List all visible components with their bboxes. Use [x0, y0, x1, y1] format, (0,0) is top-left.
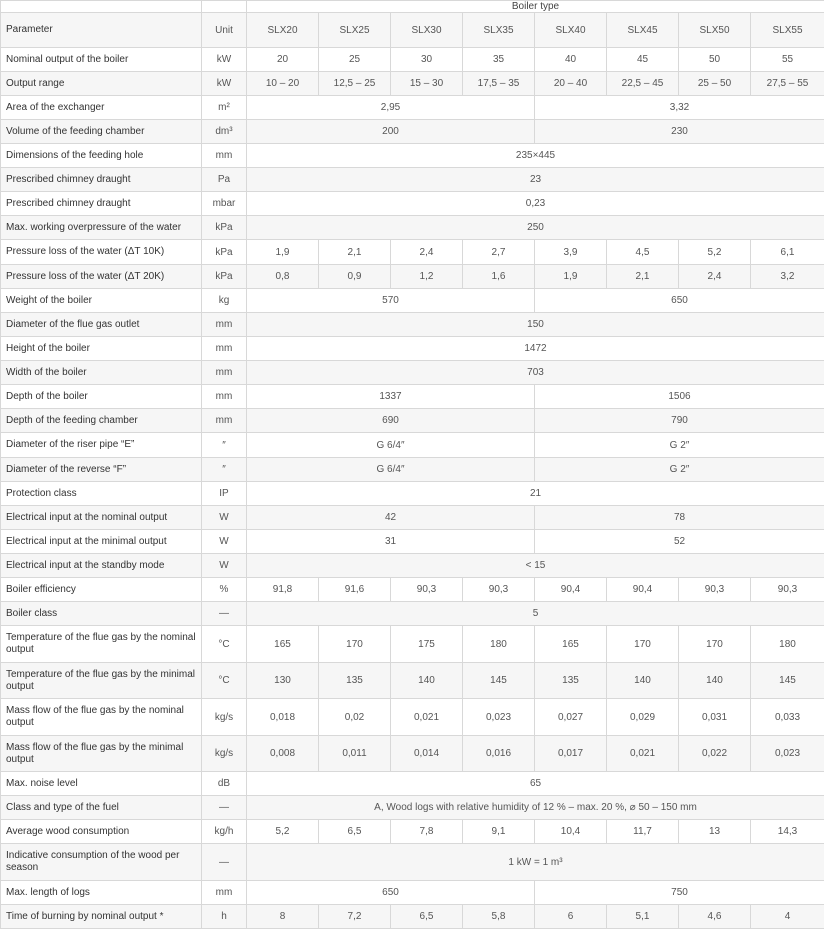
value-cell: 650 — [247, 881, 535, 905]
value-cell: 22,5 – 45 — [607, 72, 679, 96]
unit-label: ″ — [202, 458, 247, 482]
parameter-label: Prescribed chimney draught — [1, 192, 202, 216]
spec-row — [1, 458, 824, 482]
spec-row — [1, 506, 824, 530]
model-header: SLX30 — [391, 13, 463, 48]
value-cell: 40 — [535, 48, 607, 72]
value-cell: 145 — [751, 663, 824, 699]
unit-label: — — [202, 796, 247, 820]
value-cell: 31 — [247, 530, 535, 554]
value-cell: 1,9 — [247, 240, 319, 265]
parameter-label: Average wood consumption — [1, 820, 202, 844]
model-header: SLX35 — [463, 13, 535, 48]
value-cell: 0,02 — [319, 699, 391, 736]
spec-row — [1, 626, 824, 663]
value-cell: 130 — [247, 663, 319, 699]
value-cell: 3,32 — [535, 96, 824, 120]
value-cell: 750 — [535, 881, 824, 905]
value-cell: 5,2 — [679, 240, 751, 265]
value-cell: 25 — [319, 48, 391, 72]
value-cell: 11,7 — [607, 820, 679, 844]
value-cell: 23 — [247, 168, 824, 192]
value-cell: 9,1 — [463, 820, 535, 844]
unit-label: — — [202, 844, 247, 881]
spec-row — [1, 265, 824, 289]
parameter-label: Temperature of the flue gas by the minimal output — [1, 663, 202, 699]
value-cell: 25 – 50 — [679, 72, 751, 96]
parameter-label: Max. length of logs — [1, 881, 202, 905]
spec-row — [1, 337, 824, 361]
unit-label: kPa — [202, 216, 247, 240]
value-cell: 230 — [535, 120, 824, 144]
value-cell: < 15 — [247, 554, 824, 578]
unit-label: mm — [202, 313, 247, 337]
value-cell: 0,014 — [391, 736, 463, 772]
value-cell: 10 – 20 — [247, 72, 319, 96]
spec-row — [1, 168, 824, 192]
value-cell: 145 — [463, 663, 535, 699]
value-cell: 0,023 — [463, 699, 535, 736]
parameter-label: Max. working overpressure of the water — [1, 216, 202, 240]
unit-label: kPa — [202, 240, 247, 265]
value-cell: 55 — [751, 48, 824, 72]
value-cell: 6 — [535, 905, 607, 929]
unit-label: mm — [202, 881, 247, 905]
value-cell: A, Wood logs with relative humidity of 12 % – max. 20 %, ⌀ 50 – 150 mm — [247, 796, 824, 820]
unit-label: mm — [202, 409, 247, 433]
unit-label: kPa — [202, 265, 247, 289]
unit-label: h — [202, 905, 247, 929]
parameter-label: Class and type of the fuel — [1, 796, 202, 820]
parameter-label: Boiler efficiency — [1, 578, 202, 602]
value-cell: 0,027 — [535, 699, 607, 736]
value-cell: G 6/4″ — [247, 433, 535, 458]
unit-header: Unit — [202, 13, 247, 48]
value-cell: 1,2 — [391, 265, 463, 289]
value-cell: 5,2 — [247, 820, 319, 844]
parameter-label: Height of the boiler — [1, 337, 202, 361]
parameter-label: Area of the exchanger — [1, 96, 202, 120]
spec-row — [1, 120, 824, 144]
parameter-label: Diameter of the riser pipe “E” — [1, 433, 202, 458]
value-cell: 2,95 — [247, 96, 535, 120]
value-cell: 170 — [679, 626, 751, 663]
parameter-label: Output range — [1, 72, 202, 96]
value-cell: 0,031 — [679, 699, 751, 736]
value-cell: 1 kW = 1 m³ — [247, 844, 824, 881]
value-cell: 0,021 — [607, 736, 679, 772]
value-cell: 3,2 — [751, 265, 824, 289]
value-cell: 12,5 – 25 — [319, 72, 391, 96]
value-cell: 570 — [247, 289, 535, 313]
value-cell: 7,2 — [319, 905, 391, 929]
value-cell: 2,7 — [463, 240, 535, 265]
spec-row — [1, 289, 824, 313]
parameter-label: Width of the boiler — [1, 361, 202, 385]
value-cell: 42 — [247, 506, 535, 530]
unit-label: % — [202, 578, 247, 602]
unit-label: Pa — [202, 168, 247, 192]
spec-row — [1, 409, 824, 433]
unit-label: mm — [202, 337, 247, 361]
parameter-label: Mass flow of the flue gas by the nominal output — [1, 699, 202, 736]
value-cell: 1,6 — [463, 265, 535, 289]
unit-label: °C — [202, 626, 247, 663]
spec-row — [1, 216, 824, 240]
value-cell: 5 — [247, 602, 824, 626]
value-cell: 90,3 — [391, 578, 463, 602]
parameter-label: Diameter of the flue gas outlet — [1, 313, 202, 337]
parameter-label: Time of burning by nominal output * — [1, 905, 202, 929]
value-cell: 0,029 — [607, 699, 679, 736]
value-cell: 140 — [607, 663, 679, 699]
value-cell: G 2″ — [535, 433, 824, 458]
value-cell: 90,3 — [679, 578, 751, 602]
spec-row — [1, 48, 824, 72]
parameter-label: Pressure loss of the water (ΔT 20K) — [1, 265, 202, 289]
value-cell: 0,033 — [751, 699, 824, 736]
value-cell: 52 — [535, 530, 824, 554]
spec-row — [1, 905, 824, 929]
spec-row — [1, 772, 824, 796]
unit-label: W — [202, 506, 247, 530]
value-cell: 65 — [247, 772, 824, 796]
parameter-label: Prescribed chimney draught — [1, 168, 202, 192]
unit-label: IP — [202, 482, 247, 506]
value-cell: 90,3 — [751, 578, 824, 602]
unit-label: mm — [202, 144, 247, 168]
value-cell: 0,23 — [247, 192, 824, 216]
unit-label: mm — [202, 385, 247, 409]
spec-row — [1, 796, 824, 820]
model-header: SLX20 — [247, 13, 319, 48]
value-cell: 790 — [535, 409, 824, 433]
parameter-label: Depth of the feeding chamber — [1, 409, 202, 433]
value-cell: 90,4 — [607, 578, 679, 602]
unit-label: W — [202, 554, 247, 578]
spec-row — [1, 361, 824, 385]
value-cell: 2,4 — [679, 265, 751, 289]
value-cell: 180 — [463, 626, 535, 663]
unit-label: °C — [202, 663, 247, 699]
spec-row — [1, 313, 824, 337]
unit-label: mm — [202, 361, 247, 385]
value-cell: 703 — [247, 361, 824, 385]
value-cell: 0,8 — [247, 265, 319, 289]
parameter-label: Diameter of the reverse “F” — [1, 458, 202, 482]
parameter-label: Electrical input at the minimal output — [1, 530, 202, 554]
value-cell: 150 — [247, 313, 824, 337]
value-cell: 170 — [607, 626, 679, 663]
parameter-label: Dimensions of the feeding hole — [1, 144, 202, 168]
spec-row — [1, 72, 824, 96]
spec-row — [1, 192, 824, 216]
value-cell: 0,9 — [319, 265, 391, 289]
value-cell: 13 — [679, 820, 751, 844]
value-cell: 0,016 — [463, 736, 535, 772]
spec-row — [1, 144, 824, 168]
value-cell: 1506 — [535, 385, 824, 409]
value-cell: 4,6 — [679, 905, 751, 929]
model-header: SLX50 — [679, 13, 751, 48]
model-header: SLX25 — [319, 13, 391, 48]
value-cell: 6,5 — [391, 905, 463, 929]
value-cell: 2,1 — [319, 240, 391, 265]
value-cell: 235×445 — [247, 144, 824, 168]
value-cell: G 6/4″ — [247, 458, 535, 482]
spec-row — [1, 663, 824, 699]
value-cell: 21 — [247, 482, 824, 506]
parameter-label: Temperature of the flue gas by the nominal output — [1, 626, 202, 663]
unit-label: dB — [202, 772, 247, 796]
parameter-label: Weight of the boiler — [1, 289, 202, 313]
value-cell: 180 — [751, 626, 824, 663]
spec-row — [1, 699, 824, 736]
unit-label: dm³ — [202, 120, 247, 144]
value-cell: 17,5 – 35 — [463, 72, 535, 96]
spec-row — [1, 530, 824, 554]
value-cell: 0,017 — [535, 736, 607, 772]
parameter-label: Indicative consumption of the wood per season — [1, 844, 202, 881]
spec-row — [1, 96, 824, 120]
model-header: SLX45 — [607, 13, 679, 48]
value-cell: 2,1 — [607, 265, 679, 289]
value-cell: 5,8 — [463, 905, 535, 929]
value-cell: 1472 — [247, 337, 824, 361]
value-cell: 35 — [463, 48, 535, 72]
value-cell: 90,4 — [535, 578, 607, 602]
header-blank-cell — [1, 1, 202, 13]
unit-label: W — [202, 530, 247, 554]
value-cell: 250 — [247, 216, 824, 240]
value-cell: 140 — [391, 663, 463, 699]
value-cell: 20 – 40 — [535, 72, 607, 96]
value-cell: 6,1 — [751, 240, 824, 265]
parameter-label: Electrical input at the standby mode — [1, 554, 202, 578]
value-cell: 200 — [247, 120, 535, 144]
value-cell: 3,9 — [535, 240, 607, 265]
boiler-type-header: Boiler type — [247, 1, 824, 13]
value-cell: 10,4 — [535, 820, 607, 844]
header-blank-cell — [202, 1, 247, 13]
unit-label: — — [202, 602, 247, 626]
value-cell: 4,5 — [607, 240, 679, 265]
spec-row — [1, 240, 824, 265]
value-cell: 0,022 — [679, 736, 751, 772]
unit-label: m² — [202, 96, 247, 120]
value-cell: 91,8 — [247, 578, 319, 602]
unit-label: kg/s — [202, 736, 247, 772]
model-header: SLX55 — [751, 13, 824, 48]
value-cell: 1337 — [247, 385, 535, 409]
spec-row — [1, 820, 824, 844]
model-header: SLX40 — [535, 13, 607, 48]
value-cell: 20 — [247, 48, 319, 72]
value-cell: 175 — [391, 626, 463, 663]
unit-label: ″ — [202, 433, 247, 458]
value-cell: 4 — [751, 905, 824, 929]
value-cell: 2,4 — [391, 240, 463, 265]
unit-label: kg/s — [202, 699, 247, 736]
value-cell: 78 — [535, 506, 824, 530]
spec-row — [1, 736, 824, 772]
parameter-label: Nominal output of the boiler — [1, 48, 202, 72]
spec-row — [1, 844, 824, 881]
spec-row — [1, 433, 824, 458]
value-cell: 165 — [247, 626, 319, 663]
parameter-label: Mass flow of the flue gas by the minimal output — [1, 736, 202, 772]
value-cell: 135 — [319, 663, 391, 699]
parameter-header: Parameter — [1, 13, 202, 48]
value-cell: 6,5 — [319, 820, 391, 844]
value-cell: 15 – 30 — [391, 72, 463, 96]
value-cell: G 2″ — [535, 458, 824, 482]
value-cell: 0,021 — [391, 699, 463, 736]
value-cell: 27,5 – 55 — [751, 72, 824, 96]
value-cell: 690 — [247, 409, 535, 433]
spec-row — [1, 602, 824, 626]
unit-label: kg/h — [202, 820, 247, 844]
value-cell: 30 — [391, 48, 463, 72]
value-cell: 0,018 — [247, 699, 319, 736]
value-cell: 7,8 — [391, 820, 463, 844]
parameter-label: Protection class — [1, 482, 202, 506]
parameter-label: Pressure loss of the water (ΔT 10K) — [1, 240, 202, 265]
value-cell: 45 — [607, 48, 679, 72]
value-cell: 91,6 — [319, 578, 391, 602]
value-cell: 50 — [679, 48, 751, 72]
spec-row — [1, 482, 824, 506]
unit-label: kW — [202, 48, 247, 72]
unit-label: mbar — [202, 192, 247, 216]
value-cell: 170 — [319, 626, 391, 663]
parameter-label: Electrical input at the nominal output — [1, 506, 202, 530]
spec-row — [1, 385, 824, 409]
spec-row — [1, 881, 824, 905]
value-cell: 0,008 — [247, 736, 319, 772]
value-cell: 650 — [535, 289, 824, 313]
parameter-label: Max. noise level — [1, 772, 202, 796]
value-cell: 5,1 — [607, 905, 679, 929]
spec-row — [1, 578, 824, 602]
parameter-label: Volume of the feeding chamber — [1, 120, 202, 144]
parameter-label: Boiler class — [1, 602, 202, 626]
value-cell: 165 — [535, 626, 607, 663]
value-cell: 1,9 — [535, 265, 607, 289]
value-cell: 140 — [679, 663, 751, 699]
value-cell: 8 — [247, 905, 319, 929]
unit-label: kg — [202, 289, 247, 313]
value-cell: 14,3 — [751, 820, 824, 844]
parameter-label: Depth of the boiler — [1, 385, 202, 409]
value-cell: 135 — [535, 663, 607, 699]
value-cell: 0,011 — [319, 736, 391, 772]
value-cell: 90,3 — [463, 578, 535, 602]
spec-row — [1, 554, 824, 578]
unit-label: kW — [202, 72, 247, 96]
value-cell: 0,023 — [751, 736, 824, 772]
